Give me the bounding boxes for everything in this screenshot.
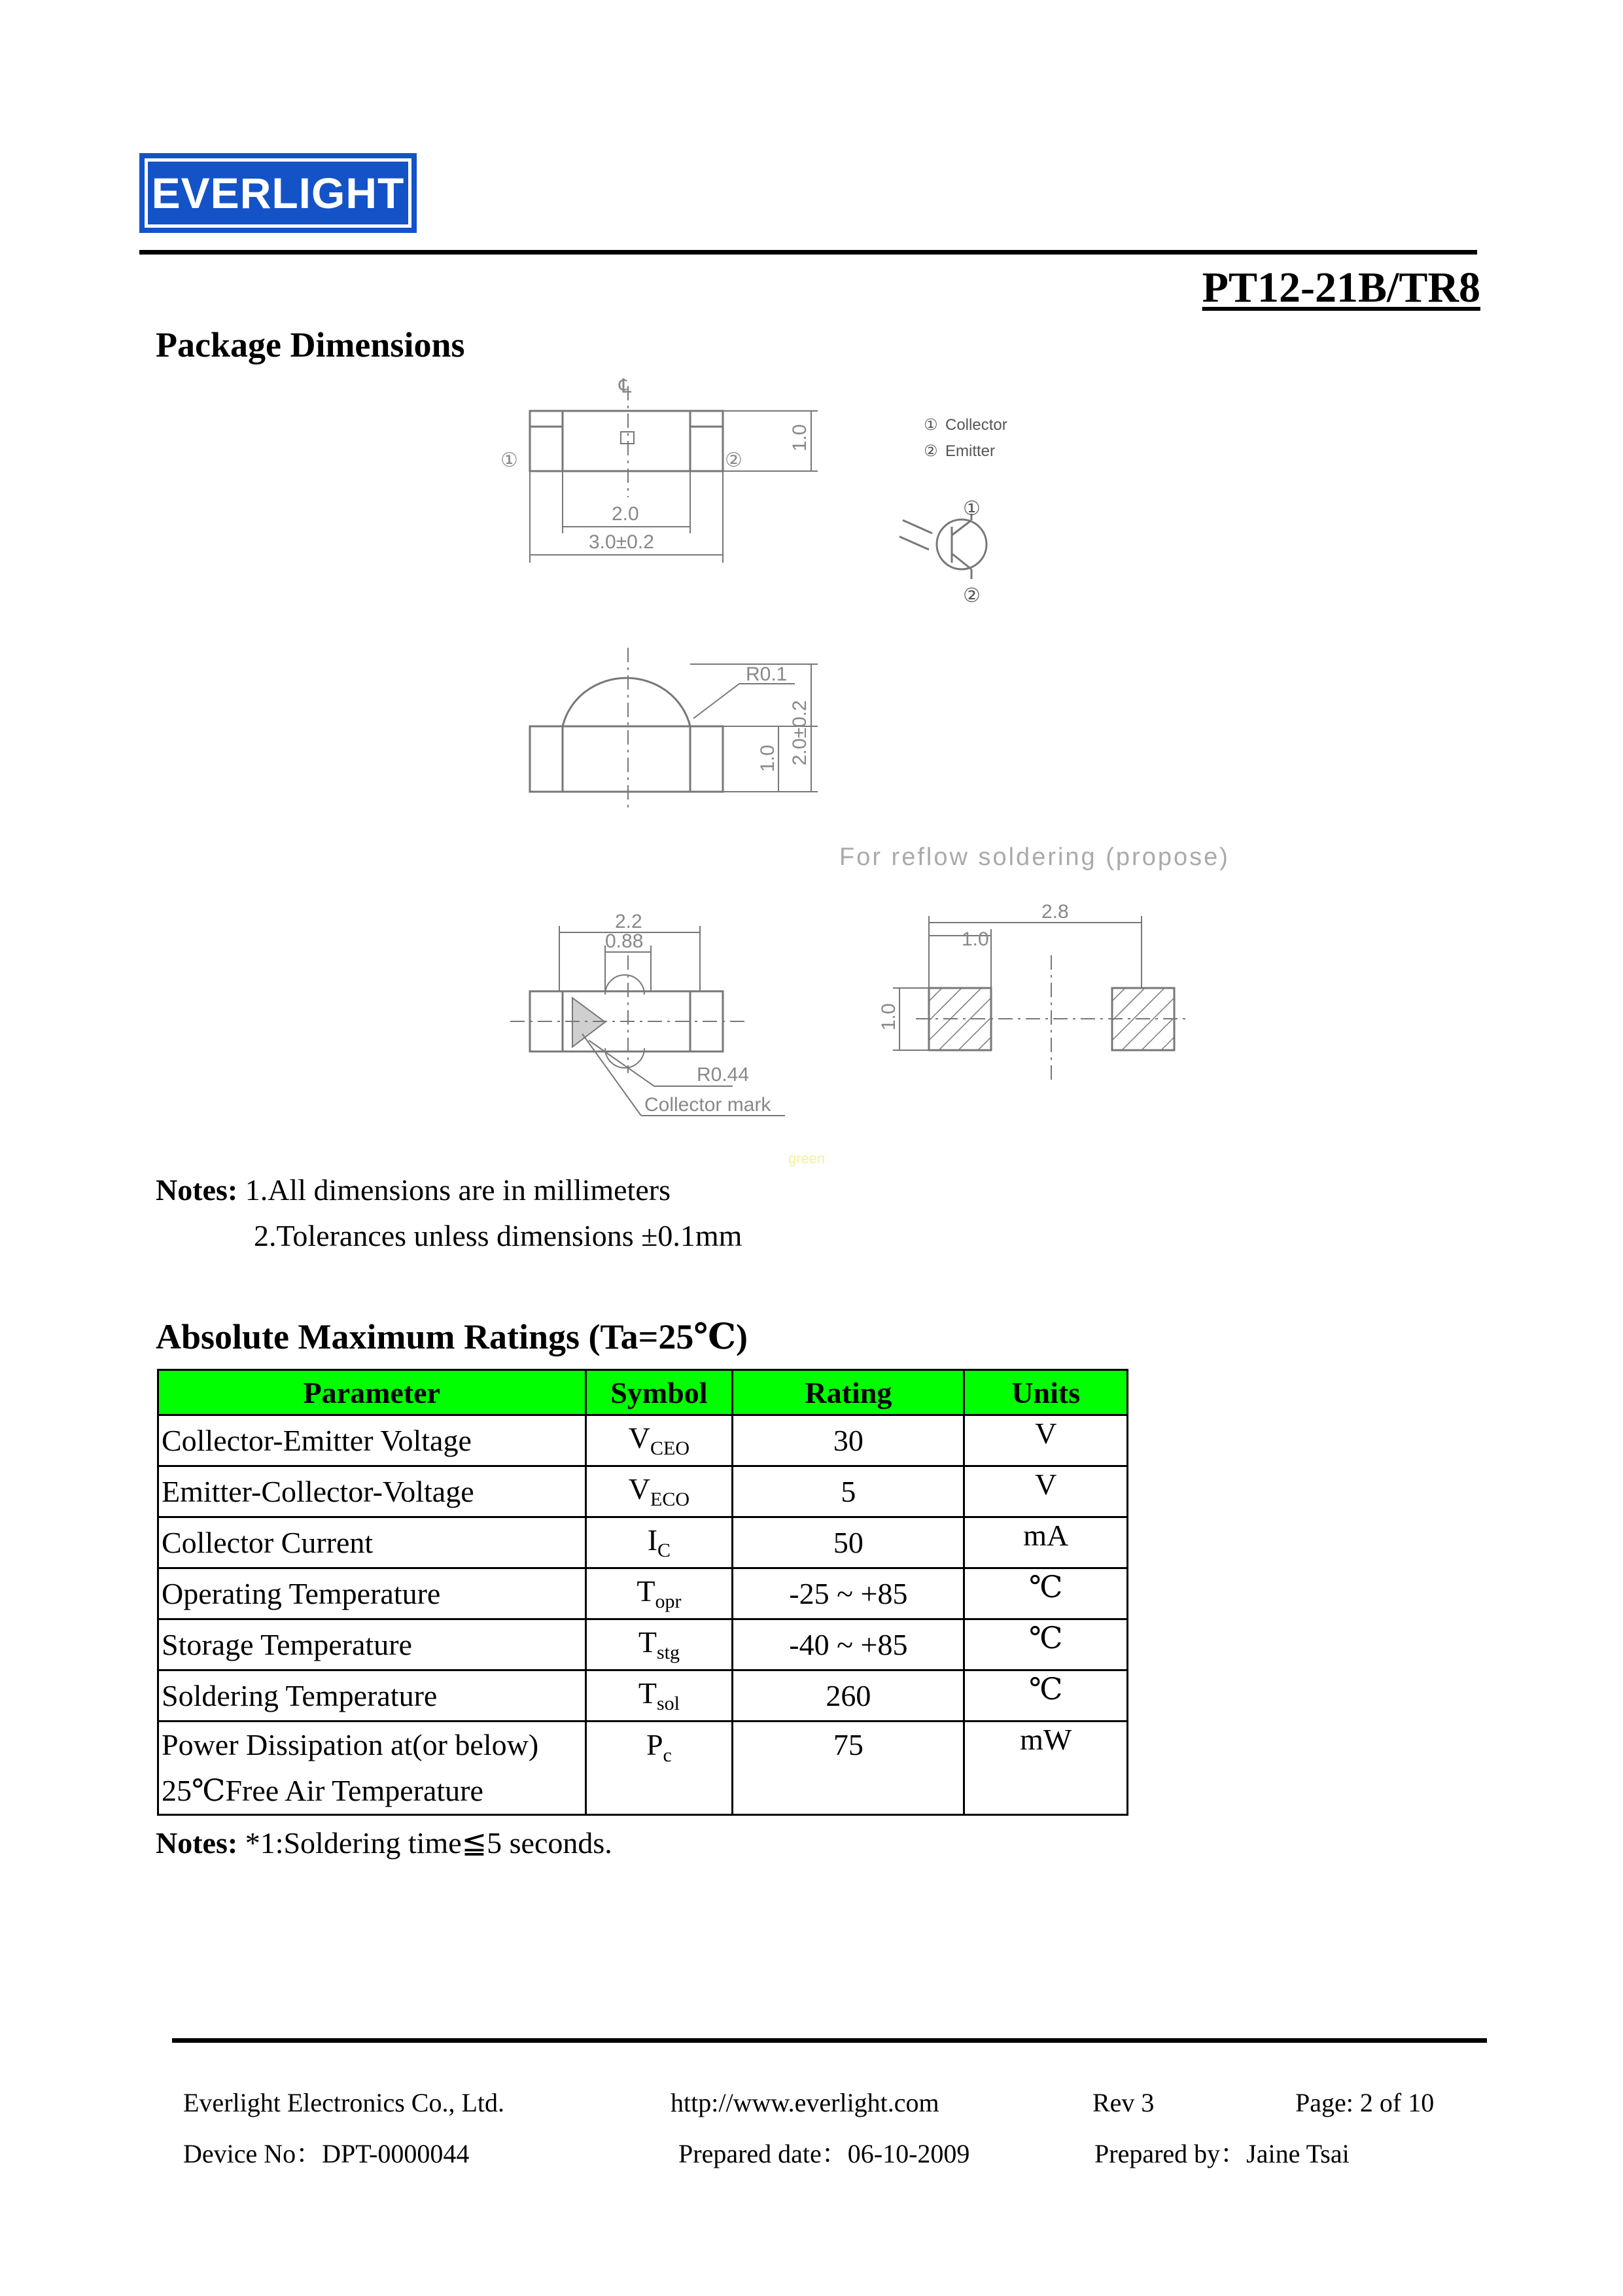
symbol-cell: $I_C$ [585,1517,733,1568]
footer-rev: Rev 3 [1092,2088,1155,2117]
dim-outer-width: 3.0±0.2 [589,531,654,553]
param-cell: Collector-Emitter Voltage [158,1415,586,1466]
dim-height-top: 1.0 [789,424,811,451]
table-row [158,1466,1128,1517]
legend-num-1: ① [924,416,938,434]
ratings-note: *1:Soldering time≦5 seconds. [245,1826,612,1860]
footer-page: Page: 2 of 10 [1295,2088,1435,2117]
rating-cell: 50 [733,1517,964,1568]
footer-company: Everlight Electronics Co., Ltd. [183,2088,504,2117]
pin1-mark: ① [500,450,518,471]
col-parameter: Parameter [158,1370,586,1415]
footer-url[interactable]: http://www.everlight.com [671,2088,939,2117]
dim-bottom-width: 2.2 [615,911,642,932]
table-row [158,1415,1128,1466]
unit-cell: ℃ [964,1568,1128,1619]
dim-bottom-gap: 0.88 [605,930,644,952]
symbol-cell: $P_c$ [585,1722,733,1815]
unit-cell: V [964,1466,1128,1517]
unit-cell: mW [964,1722,1128,1815]
footer-rule [172,2038,1487,2043]
unit-cell: mA [964,1517,1128,1568]
col-rating: Rating [733,1370,964,1415]
dim-total-height: 2.0±0.2 [789,700,811,766]
centerline-mark: ℄ [619,376,632,397]
dim-radius-lens: R0.1 [746,663,788,685]
dim-base-height: 1.0 [757,745,778,772]
symbol-cell: $V_{ECO}$ [585,1466,733,1517]
param-cell: Soldering Temperature [158,1670,586,1722]
dim-radius-mark: R0.44 [697,1064,750,1086]
dim-inner-width: 2.0 [612,503,639,525]
faint-mark: green [788,1150,826,1167]
note-1: 1.All dimensions are in millimeters [245,1173,671,1207]
table-row [158,1722,1128,1815]
notes-label: Notes: [156,1173,238,1207]
param-cell: Storage Temperature [158,1619,586,1670]
ratings-title: Absolute Maximum Ratings (Ta=25℃) [156,1317,748,1356]
note-2: 2.Tolerances unless dimensions ±0.1mm [254,1219,742,1252]
pad-height: 1.0 [878,1003,899,1031]
rating-cell: -40 ~ +85 [733,1619,964,1670]
col-units: Units [964,1370,1128,1415]
rating-cell: 5 [733,1466,964,1517]
table-row [158,1619,1128,1670]
document-title: PT12-21B/TR8 [1202,264,1480,311]
table-header-row [158,1370,1128,1415]
logo-text: EVERLIGHT [145,158,411,228]
collector-mark-label: Collector mark [644,1094,771,1116]
legend-collector: Collector [945,416,1007,434]
rating-cell: 30 [733,1415,964,1466]
pin2-mark: ② [725,450,742,471]
param-cell: Power Dissipation at(or below) 25℃Free Air Temperature [158,1722,586,1815]
legend-num-2: ② [924,442,938,460]
table-row [158,1670,1128,1722]
footer-prepared-date: Prepared date：06-10-2009 [678,2139,970,2168]
rating-cell: 75 [733,1722,964,1815]
package-dimensions-title: Package Dimensions [156,325,465,364]
ratings-notes [156,1820,612,1866]
table-row [158,1568,1128,1619]
pad-width: 1.0 [962,928,989,950]
ratings-table [157,1369,1128,1816]
param-cell: Operating Temperature [158,1568,586,1619]
reflow-caption: For reflow soldering (propose) [839,843,1230,871]
col-symbol: Symbol [585,1370,733,1415]
symbol-pin2: ② [963,585,981,607]
package-notes [156,1167,742,1259]
top-view-body [530,411,723,471]
side-view-lens [563,678,690,726]
legend-emitter: Emitter [945,442,996,460]
unit-cell: ℃ [964,1670,1128,1722]
rating-cell: 260 [733,1670,964,1722]
rating-cell: -25 ~ +85 [733,1568,964,1619]
symbol-cell: $T_{sol}$ [585,1670,733,1722]
symbol-cell: $T_{opr}$ [585,1568,733,1619]
symbol-pin1: ① [963,498,981,520]
param-cell: Collector Current [158,1517,586,1568]
unit-cell: V [964,1415,1128,1466]
table-row [158,1517,1128,1568]
footer-prepared-by: Prepared by：Jaine Tsai [1094,2139,1350,2168]
symbol-cell: $V_{CEO}$ [585,1415,733,1466]
footer-device-no: Device No：DPT-0000044 [183,2139,470,2168]
unit-cell: ℃ [964,1619,1128,1670]
ratings-notes-label: Notes: [156,1826,238,1860]
pad-pitch: 2.8 [1041,901,1069,923]
side-view-base [530,726,723,792]
param-cell: Emitter-Collector-Voltage [158,1466,586,1517]
symbol-cell: $T_{stg}$ [585,1619,733,1670]
